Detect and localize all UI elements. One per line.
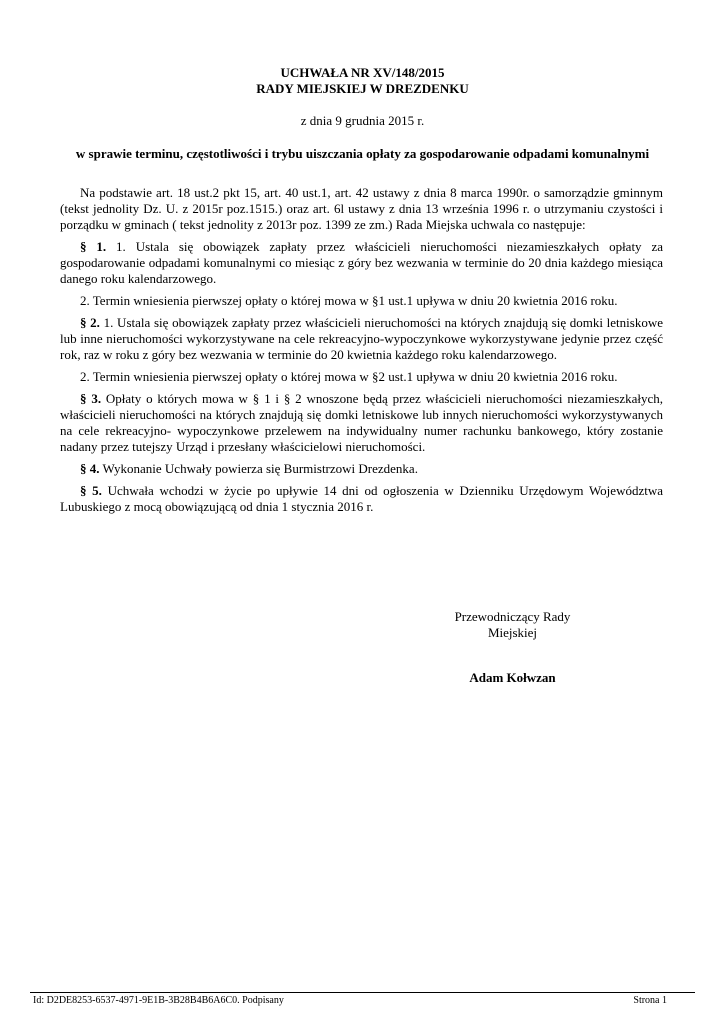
section-2-paragraph-1 [60, 315, 663, 363]
section-3-label: § 3. [80, 391, 102, 406]
footer-divider [30, 992, 695, 993]
resolution-subject: w sprawie terminu, częstotliwości i trybu uiszczania opłaty za gospodarowanie odpadami komunalnymi [75, 146, 650, 161]
resolution-body [60, 185, 663, 521]
council-name: RADY MIEJSKIEJ W DREZDENKU [256, 81, 469, 96]
document-id: Id: D2DE8253-6537-4971-9E1B-3B28B4B6A6C0. Podpisany [33, 995, 284, 1006]
section-2-label: § 2. [80, 315, 100, 330]
preamble: Na podstawie art. 18 ust.2 pkt 15, art. 40 ust.1, art. 42 ustawy z dnia 8 marca 1990r. o samorządzie gminnym (tekst jednolity Dz. U. z 2015r poz.1515.) oraz art. 6l ustawy z dnia 13 września 1996 r. o utrzymaniu czystości i porządku w gminach ( tekst jednolity z 2013r poz. 1399 ze zm.) Rada Miejska uchwala co następuje: [60, 185, 663, 232]
section-5-paragraph [60, 483, 663, 515]
signatory-role-line1: Przewodniczący Rady [454, 609, 571, 624]
section-5-text: Uchwała wchodzi w życie po upływie 14 dni od ogłoszenia w Dzienniku Urzędowym Województwa Lubuskiego z mocą obowiązującą od dnia 1 stycznia 2016 r. [60, 483, 663, 514]
section-4-text: Wykonanie Uchwały powierza się Burmistrzowi Drezdenka. [99, 461, 418, 476]
section-2-paragraph-2: 2. Termin wniesienia pierwszej opłaty o której mowa w §2 ust.1 upływa w dniu 20 kwietnia 2016 roku. [80, 369, 618, 384]
section-4-paragraph [60, 461, 663, 477]
resolution-number: UCHWAŁA NR XV/148/2015 [280, 65, 445, 80]
section-1-paragraph-2: 2. Termin wniesienia pierwszej opłaty o której mowa w §1 ust.1 upływa w dniu 20 kwietnia 2016 roku. [80, 293, 618, 308]
section-4-label: § 4. [80, 461, 100, 476]
section-5-label: § 5. [80, 483, 102, 498]
section-1-label: § 1. [80, 239, 107, 254]
section-2-text: 1. Ustala się obowiązek zapłaty przez właścicieli nieruchomości na których znajdują się domki letniskowe lub inne nieruchomości wykorzystywane na cele rekreacyjno-wypoczynkowe wykorzystywane jedynie przez część rok, raz w roku z góry bez wezwania w terminie do 20 kwietnia każdego roku kalendarzowego. [60, 315, 663, 362]
resolution-date: z dnia 9 grudnia 2015 r. [300, 113, 425, 128]
section-1-text: 1. Ustala się obowiązek zapłaty przez właścicieli nieruchomości niezamieszkałych opłaty za gospodarowanie odpadami komunalnymi co miesiąc z góry bez wezwania w terminie do 20 dnia każdego miesiąca danego roku kalendarzowego. [60, 239, 664, 286]
section-3-text: Opłaty o których mowa w § 1 i § 2 wnoszone będą przez właścicieli nieruchomości niezamieszkałych, właścicieli nieruchomości na których znajdują się domki letniskowe lub innych nieruchomości wykorzystywanych na cele rekreacyjno- wypoczynkowe przelewem na indywidualny numer rachunku bankowego, który zostanie nadany przez tutejszy Urząd i przesłany właścicielowi nieruchomości. [60, 391, 664, 454]
page-number: Strona 1 [633, 995, 667, 1006]
signatory-name: Adam Kołwzan [469, 670, 556, 685]
section-1-paragraph-1 [60, 239, 663, 287]
section-3-paragraph [60, 391, 663, 455]
signatory-role-line2: Miejskiej [487, 625, 538, 640]
